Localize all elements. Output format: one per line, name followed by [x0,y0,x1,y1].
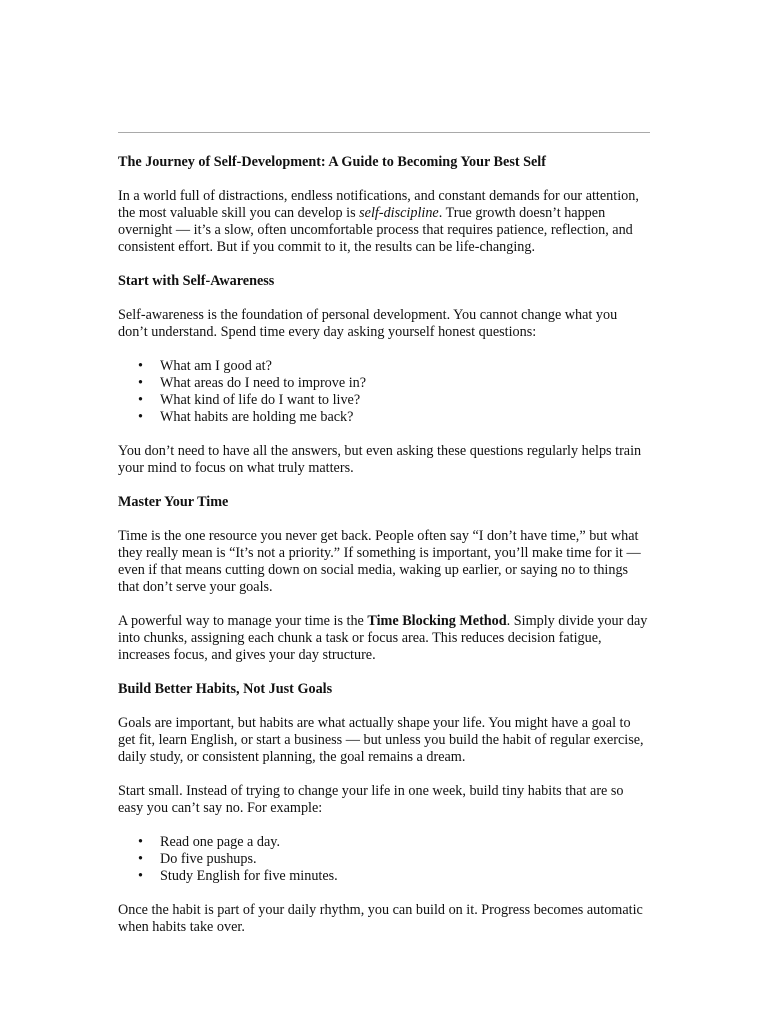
list-item: • What habits are holding me back? [160,409,650,426]
section-heading-habits: Build Better Habits, Not Just Goals [118,681,333,697]
intro-text-before: In a world full of distractions, endless notifications, and constant demands for our attention, the most valuable skill you can develop is [118,188,639,221]
list-item: • What kind of life do I want to live? [160,392,650,409]
time-paragraph-1: Time is the one resource you never get back. People often say “I don’t have time,” but what they really mean is “It’s not a priority.” If something is important, you’ll make time for it — even if that means cutting down on social media, waking up earlier, or saying no to things that don’t serve your goals. [118,528,641,595]
intro-emphasis: self-discipline [359,205,439,221]
header-divider [118,132,650,133]
section-heading-time: Master Your Time [118,494,229,510]
list-item: • What am I good at? [160,358,650,375]
time-blocking-term: Time Blocking Method [367,613,507,629]
time-text-before: A powerful way to manage your time is the [118,613,368,629]
habits-paragraph-2: Start small. Instead of trying to change your life in one week, build tiny habits that are so easy you can’t say no. For example: [118,783,624,816]
time-text-after: . Simply divide your day into chunks, assigning each chunk a task or focus area. This reduces decision fatigue, increases focus, and gives your day structure. [118,613,648,663]
section-heading-awareness: Start with Self-Awareness [118,273,275,289]
document-body [118,154,650,936]
document-title: The Journey of Self-Development: A Guide to Becoming Your Best Self [118,154,546,170]
list-item: • What areas do I need to improve in? [160,375,650,392]
list-item: • Study English for five minutes. [160,868,650,885]
list-item: • Do five pushups. [160,851,650,868]
intro-text-after: . True growth doesn’t happen overnight — it’s a slow, often uncomfortable process that requires patience, reflection, and consistent effort. But if you commit to it, the results can be life-changing. [118,205,633,255]
examples-list [118,834,650,885]
habits-paragraph-1: Goals are important, but habits are what actually shape your life. You might have a goal to get fit, learn English, or start a business — but unless you build the habit of regular exercise, daily study, or consistent planning, the goal remains a dream. [118,715,644,765]
awareness-paragraph-2: You don’t need to have all the answers, but even asking these questions regularly helps train your mind to focus on what truly matters. [118,443,642,476]
time-paragraph-2 [118,613,650,664]
list-item: • Read one page a day. [160,834,650,851]
awareness-paragraph-1: Self-awareness is the foundation of personal development. You cannot change what you don’t understand. Spend time every day asking yourself honest questions: [118,307,618,340]
habits-paragraph-3: Once the habit is part of your daily rhythm, you can build on it. Progress becomes automatic when habits take over. [118,902,643,935]
intro-paragraph [118,188,650,256]
questions-list [118,358,650,426]
